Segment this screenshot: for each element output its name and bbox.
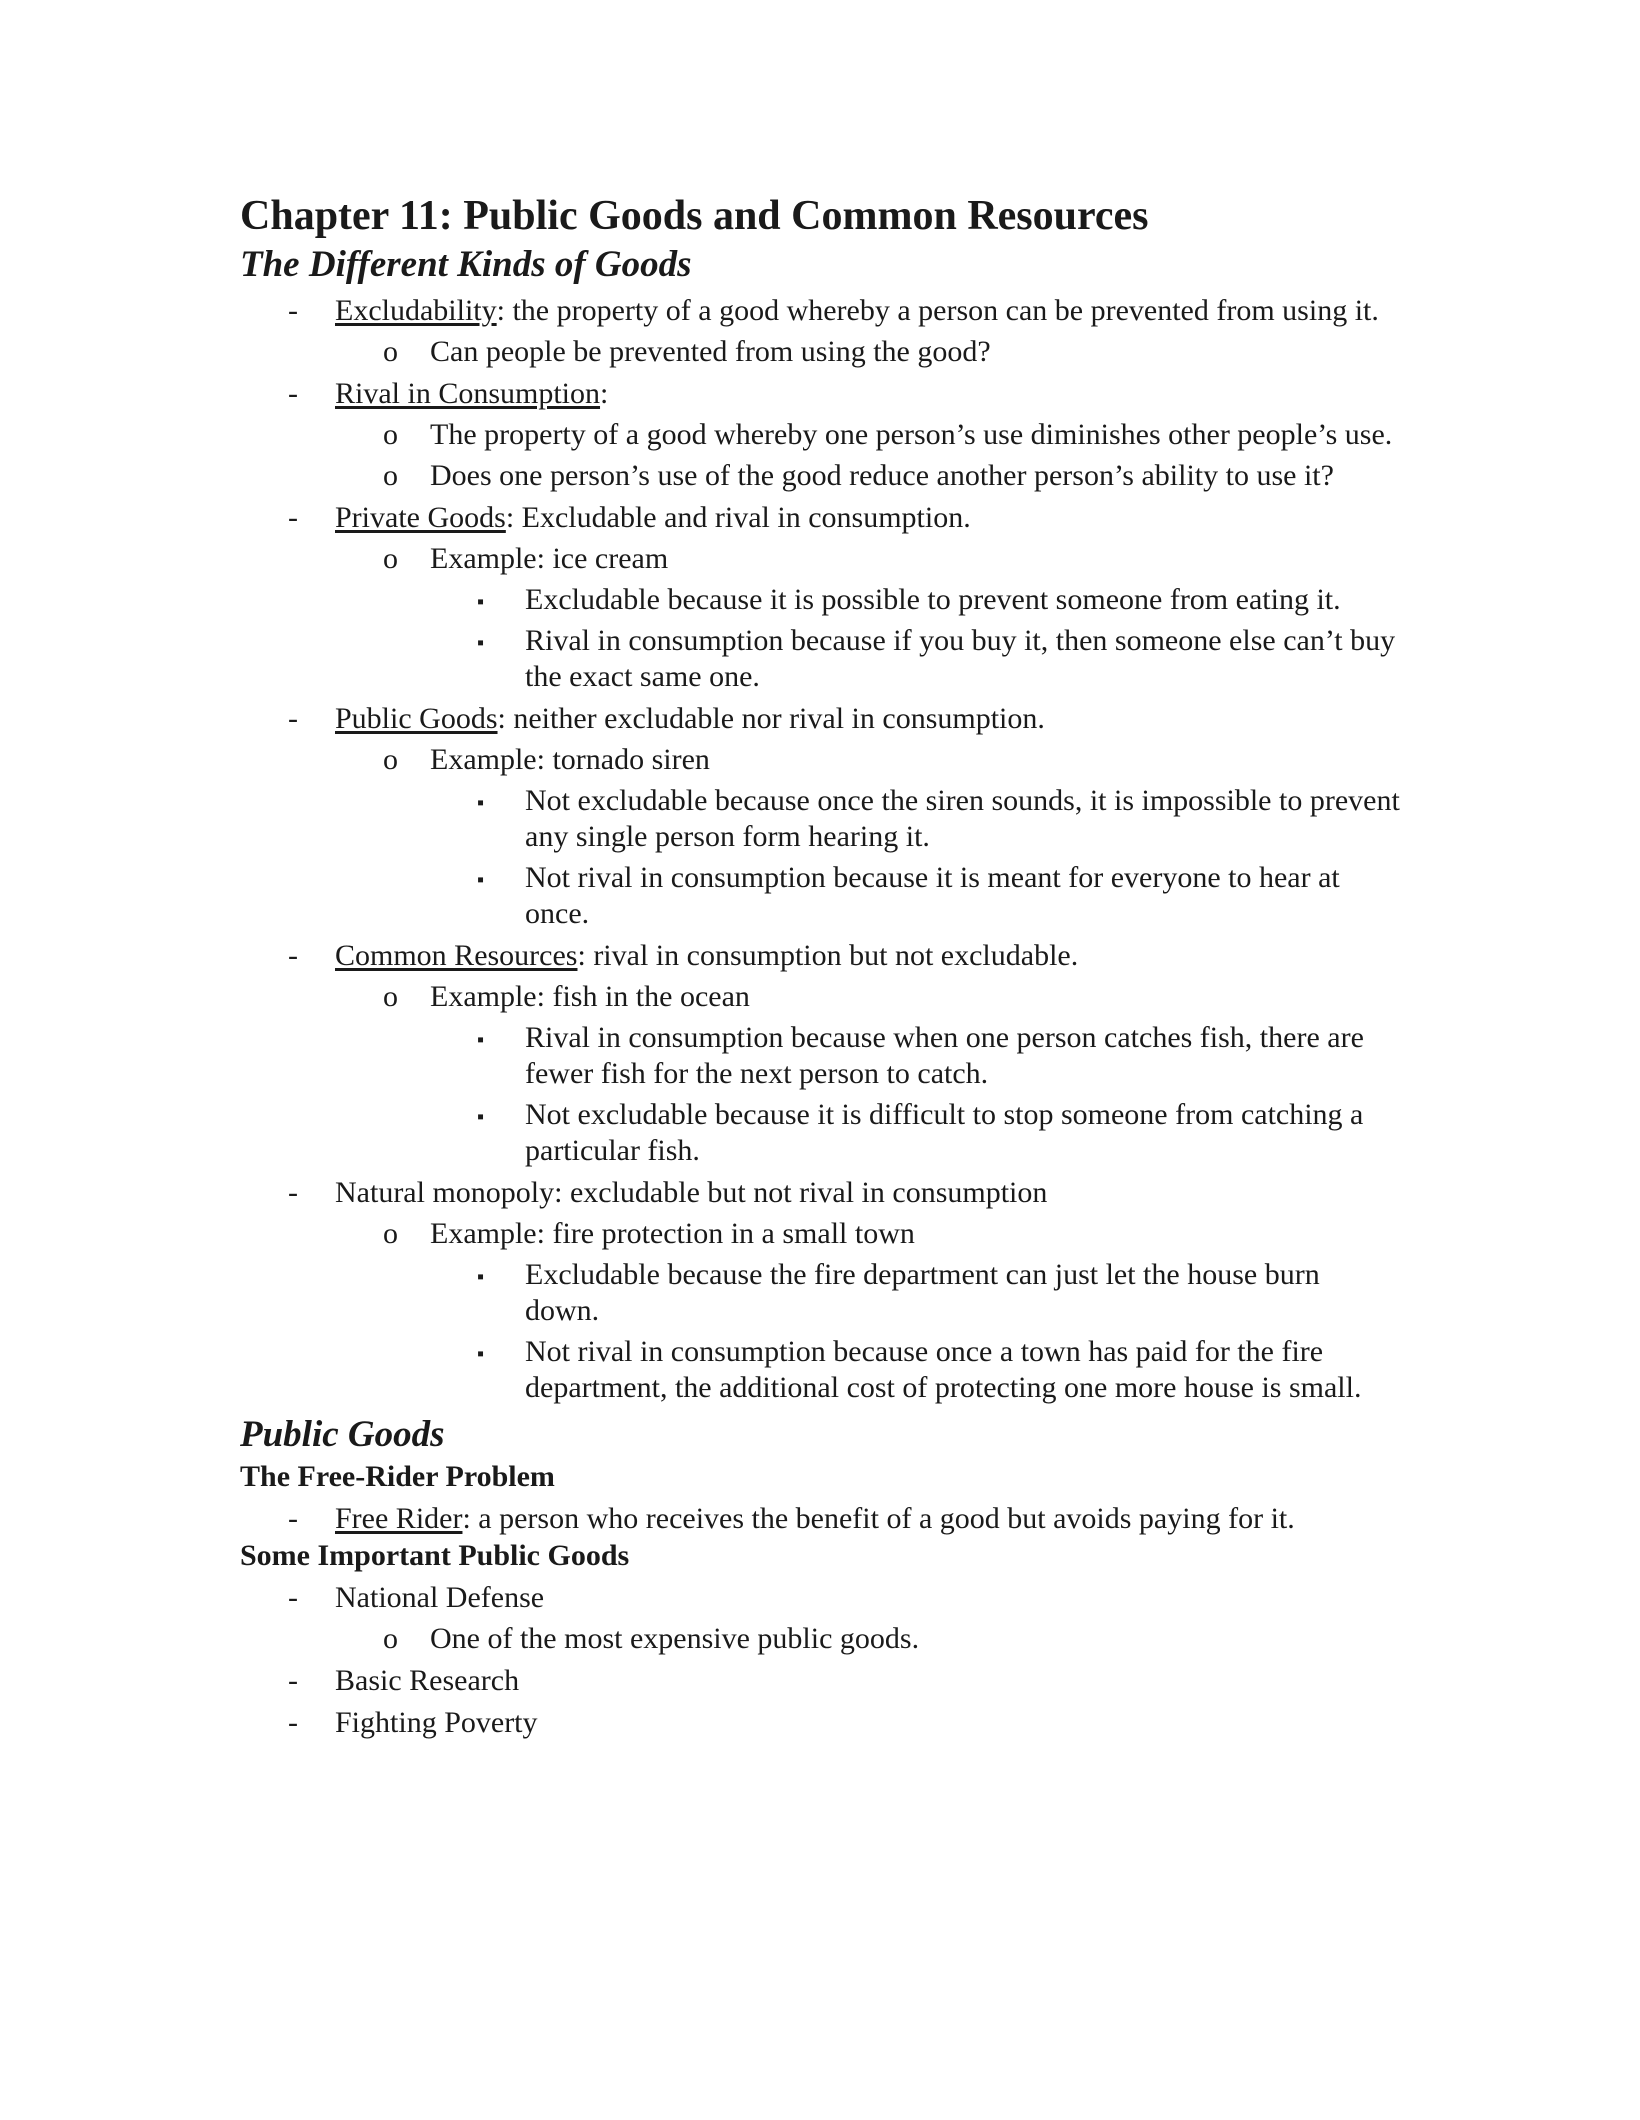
circle-marker: o [383,743,398,776]
example-bullet [240,742,1400,778]
sub-bullet [240,1621,1400,1657]
sub-bullet-text: Does one person’s use of the good reduce another person’s ability to use it? [430,459,1334,492]
detail-text: Excludable because it is possible to prevent someone from eating it. [525,583,1341,616]
detail-text: Not rival in consumption because it is meant for everyone to hear at once. [525,861,1340,930]
circle-marker: o [383,335,398,368]
bullet-text: Fighting Poverty [335,1706,538,1739]
definition-text: : Excludable and rival in consumption. [505,501,971,534]
section-title-public-goods: Public Goods [240,1414,445,1455]
detail-bullet [240,783,1400,855]
detail-text: Not excludable because it is difficult to stop someone from catching a particular fish. [525,1098,1364,1167]
bullet-excludability [240,293,1400,329]
example-bullet [240,541,1400,577]
dash-marker: - [288,1176,298,1209]
chapter-title: Chapter 11: Public Goods and Common Resources [240,193,1149,239]
section-title-kinds-of-goods: The Different Kinds of Goods [240,244,692,285]
detail-text: Not excludable because once the siren sounds, it is impossible to prevent any single person form hearing it. [525,784,1400,853]
subsection-title-free-rider: The Free-Rider Problem [240,1460,555,1493]
bullet-rival-in-consumption [240,376,1400,412]
sub-bullet-text: The property of a good whereby one person’s use diminishes other people’s use. [430,418,1393,451]
term-excludability: Excludability [335,294,497,327]
bullet-fighting-poverty [240,1705,1400,1741]
square-marker: ▪ [477,869,485,891]
sub-bullet [240,334,1400,370]
example-text: Example: tornado siren [430,743,710,776]
dash-marker: - [288,294,298,327]
square-marker: ▪ [477,792,485,814]
bullet-private-goods [240,500,1400,536]
square-marker: ▪ [477,1343,485,1365]
example-text: Example: ice cream [430,542,669,575]
bullet-natural-monopoly [240,1175,1400,1211]
bullet-text: Basic Research [335,1664,520,1697]
dash-marker: - [288,702,298,735]
dash-marker: - [288,1706,298,1739]
dash-marker: - [288,939,298,972]
dash-marker: - [288,1581,298,1614]
definition-text: Natural monopoly: excludable but not rival in consumption [335,1176,1048,1209]
square-marker: ▪ [477,591,485,613]
detail-text: Rival in consumption because when one person catches fish, there are fewer fish for the next person to catch. [525,1021,1364,1090]
sub-bullet [240,458,1400,494]
definition-text: : [600,377,609,410]
dash-marker: - [288,377,298,410]
detail-text: Excludable because the fire department can just let the house burn down. [525,1258,1320,1327]
detail-text: Not rival in consumption because once a town has paid for the fire department, the additional cost of protecting one more house is small. [525,1335,1362,1404]
detail-bullet [240,582,1400,618]
detail-bullet [240,623,1400,695]
detail-bullet [240,1020,1400,1092]
dash-marker: - [288,501,298,534]
circle-marker: o [383,1622,398,1655]
definition-text: : the property of a good whereby a person can be prevented from using it. [496,294,1379,327]
definition-text: : rival in consumption but not excludable. [577,939,1079,972]
dash-marker: - [288,1664,298,1697]
definition-text: : neither excludable nor rival in consumption. [497,702,1045,735]
detail-bullet [240,860,1400,932]
example-text: Example: fish in the ocean [430,980,750,1013]
example-text: Example: fire protection in a small town [430,1217,915,1250]
term-common-resources: Common Resources [335,939,578,972]
square-marker: ▪ [477,1266,485,1288]
term-public-goods: Public Goods [335,702,498,735]
bullet-free-rider [240,1501,1400,1537]
circle-marker: o [383,418,398,451]
definition-text: : a person who receives the benefit of a good but avoids paying for it. [462,1502,1295,1535]
circle-marker: o [383,1217,398,1250]
detail-bullet [240,1097,1400,1169]
bullet-public-goods [240,701,1400,737]
circle-marker: o [383,459,398,492]
example-bullet [240,979,1400,1015]
bullet-national-defense [240,1580,1400,1616]
detail-text: Rival in consumption because if you buy it, then someone else can’t buy the exact same one. [525,624,1396,693]
sub-bullet-text: Can people be prevented from using the good? [430,335,991,368]
sub-bullet-text: One of the most expensive public goods. [430,1622,920,1655]
notes-content [240,190,1400,1741]
square-marker: ▪ [477,1106,485,1128]
detail-bullet [240,1257,1400,1329]
square-marker: ▪ [477,632,485,654]
dash-marker: - [288,1502,298,1535]
circle-marker: o [383,980,398,1013]
bullet-text: National Defense [335,1581,545,1614]
term-private-goods: Private Goods [335,501,506,534]
bullet-basic-research [240,1663,1400,1699]
circle-marker: o [383,542,398,575]
square-marker: ▪ [477,1029,485,1051]
detail-bullet [240,1334,1400,1406]
example-bullet [240,1216,1400,1252]
bullet-common-resources [240,938,1400,974]
term-free-rider: Free Rider [335,1502,463,1535]
term-rival-in-consumption: Rival in Consumption [335,377,601,410]
sub-bullet [240,417,1400,453]
subsection-title-important-public-goods: Some Important Public Goods [240,1539,630,1572]
